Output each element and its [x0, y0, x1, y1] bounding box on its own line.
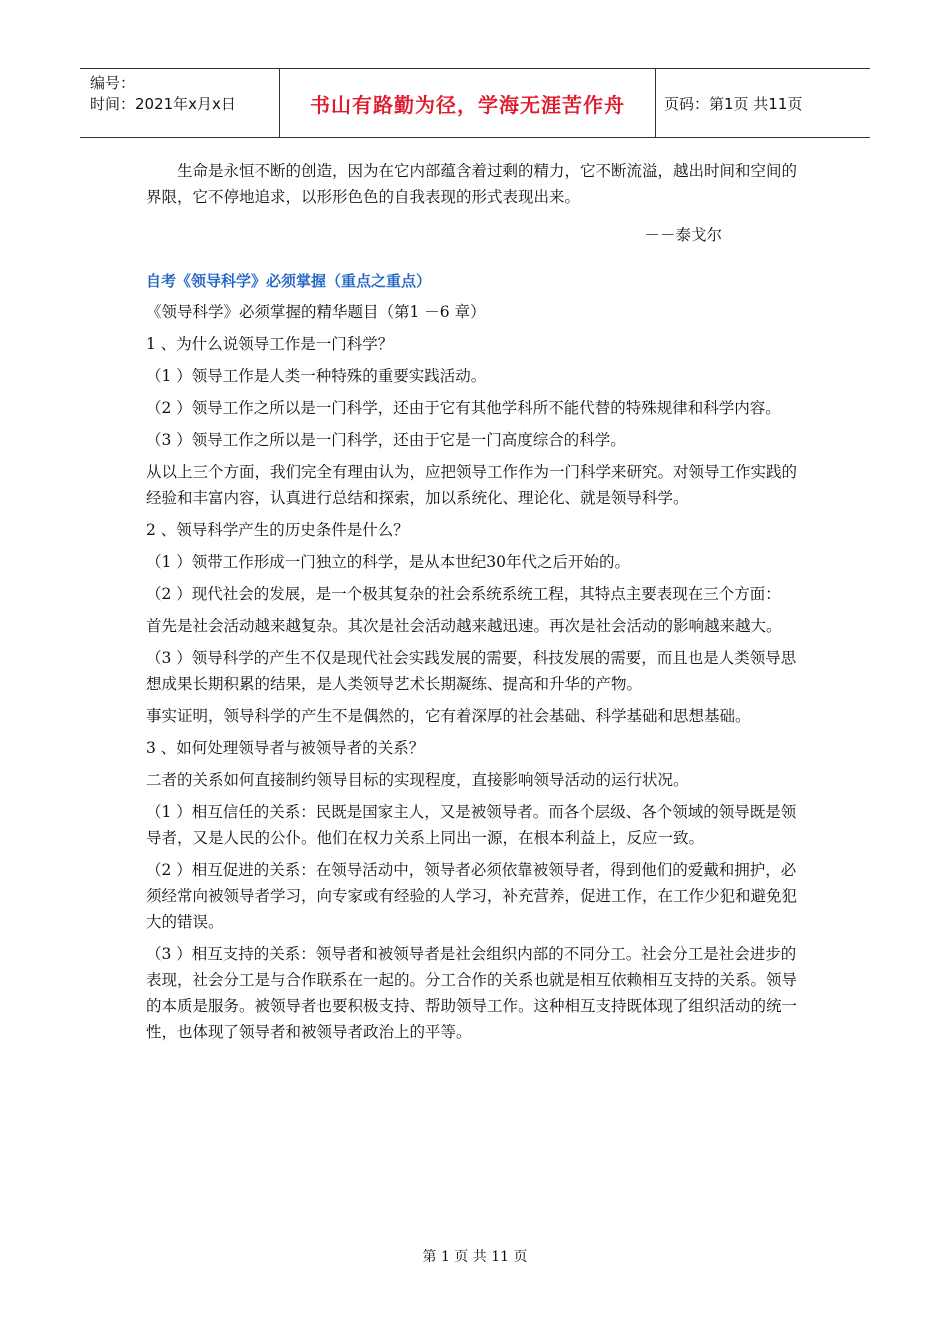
epigraph-author: －－泰戈尔	[644, 226, 722, 244]
paragraph: 1 、为什么说领导工作是一门科学？	[146, 335, 394, 353]
paragraph: （2 ）领导工作之所以是一门科学，还由于它有其他学科所不能代替的特殊规律和科学内容。	[146, 399, 781, 417]
paragraph: 2 、领导科学产生的历史条件是什么？	[146, 521, 409, 539]
paragraph: （3 ）领导工作之所以是一门科学，还由于它是一门高度综合的科学。	[146, 431, 626, 449]
document-title: 自考《领导科学》必须掌握（重点之重点）	[146, 272, 432, 290]
paragraph: （1 ）领导工作是人类一种特殊的重要实践活动。	[146, 367, 487, 385]
header-meta	[80, 69, 280, 137]
paragraph: 首先是社会活动越来越复杂。其次是社会活动越来越迅速。再次是社会活动的影响越来越大。	[146, 617, 782, 635]
paragraph: （1 ）领带工作形成一门独立的科学，是从本世纪30年代之后开始的。	[146, 553, 631, 571]
paragraph: （2 ）相互促进的关系：在领导活动中，领导者必须依靠被领导者，得到他们的爱戴和拥护，必须经常向被领导者学习，向专家或有经验的人学习，补充营养，促进工作，在工作少犯和避免犯大的错误。	[146, 861, 798, 931]
paragraph: （3 ）领导科学的产生不仅是现代社会实践发展的需要，科技发展的需要，而且也是人类领导思想成果长期积累的结果，是人类领导艺术长期凝练、提高和升华的产物。	[146, 649, 797, 693]
code-label: 编号：	[90, 74, 136, 92]
header-page-info: 页码：第1页 共11页	[664, 94, 803, 113]
paragraph: 从以上三个方面，我们完全有理由认为，应把领导工作作为一门科学来研究。对领导工作实践的经验和丰富内容，认真进行总结和探索，加以系统化、理论化、就是领导科学。	[146, 463, 798, 507]
time-label: 时间：2021年x月x日	[90, 95, 236, 113]
epigraph-text: 生命是永恒不断的创造，因为在它内部蕴含着过剩的精力，它不断流溢，越出时间和空间的界限，它不停地追求，以形形色色的自我表现的形式表现出来。	[146, 162, 798, 206]
paragraph: 二者的关系如何直接制约领导目标的实现程度，直接影响领导活动的运行状况。	[146, 771, 689, 789]
paragraph: （1 ）相互信任的关系：民既是国家主人，又是被领导者。而各个层级、各个领域的领导既是领导者，又是人民的公仆。他们在权力关系上同出一源，在根本利益上，反应一致。	[146, 803, 797, 847]
page-footer: 第 1 页 共 11 页	[422, 1249, 528, 1265]
paragraph: 3 、如何处理领导者与被领导者的关系？	[146, 739, 425, 757]
header-table	[80, 68, 870, 138]
paragraph: （2 ）现代社会的发展，是一个极其复杂的社会系统系统工程，其特点主要表现在三个方面：	[146, 585, 781, 603]
paragraph: （3 ）相互支持的关系：领导者和被领导者是社会组织内部的不同分工。社会分工是社会进步的表现，社会分工是与合作联系在一起的。分工合作的关系也就是相互依赖相互支持的关系。领导的本质是服务。被领导者也要积极支持、帮助领导工作。这种相互支持既体现了组织活动的统一性，也体现了领导者和被领导者政治上的平等。	[146, 945, 798, 1041]
document-body	[146, 158, 810, 1051]
header-motto: 书山有路勤为径，学海无涯苦作舟	[280, 69, 656, 137]
paragraph: 《领导科学》必须掌握的精华题目（第1 －6 章）	[146, 303, 486, 321]
paragraph: 事实证明，领导科学的产生不是偶然的，它有着深厚的社会基础、科学基础和思想基础。	[146, 707, 751, 725]
